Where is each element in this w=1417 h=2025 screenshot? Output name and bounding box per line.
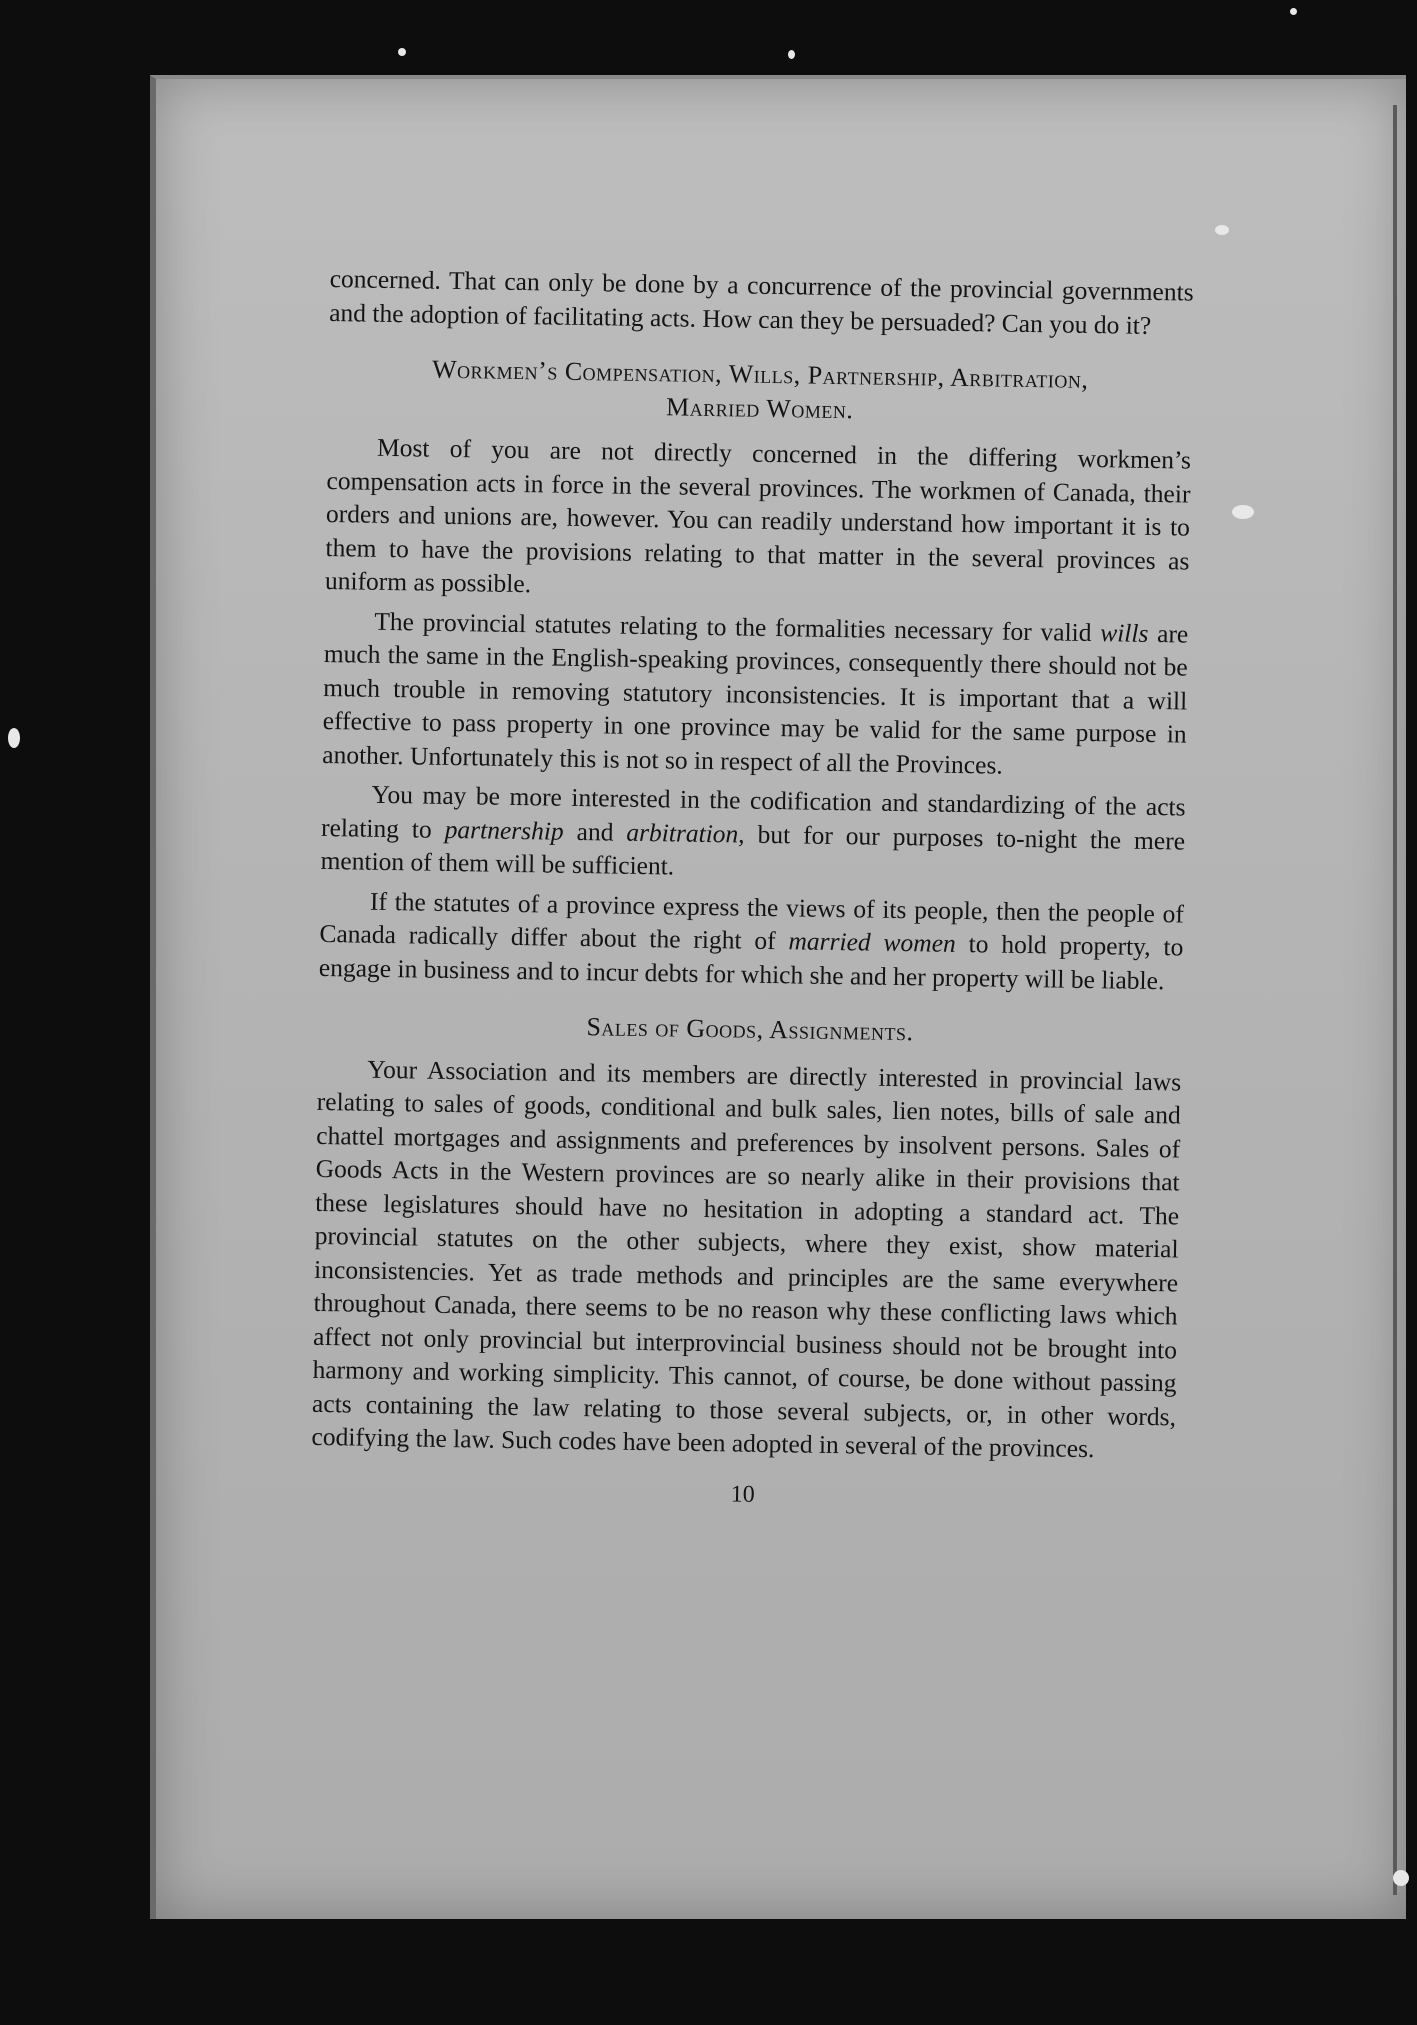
section-heading-workmen-line1: Workmen’s Compensation, Wills, Partnership, Arbitration, — [431, 354, 1089, 394]
dust-speck — [788, 50, 795, 59]
arbitration-italic: arbitration, — [626, 817, 745, 849]
dust-speck — [1232, 505, 1254, 519]
document-body — [310, 262, 1193, 1518]
partnership-text-after: but for our purposes to-night the mere mention of them will be sufficient. — [320, 819, 1186, 881]
dust-speck — [398, 48, 406, 56]
section-heading-sales: Sales of Goods, Assignments. — [586, 1012, 914, 1047]
paragraph-sales-of-goods: Your Association and its members are directly interested in provincial laws relating to sales of goods, conditional and bulk sales, lien notes, bills of sale and chattel mortgages and assignments and preferences by insolvent persons. Sales of Goods Acts in the Western provinces are so nearly alike in their provisions that these legislatures should have no hesitation in adopting a standard act. The provincial statutes on the other subjects, where they exist, show material inconsistencies. Yet as trade methods and principles are the same everywhere throughout Canada, there seems to be no reason why these conflicting laws which affect not only provincial but interprovincial business should not be brought into harmony and working simplicity. This cannot, of course, be done without passing acts containing the law relating to those several subjects, or, in other words, codifying the law. Such codes have been adopted in several of the provinces. — [311, 1054, 1182, 1464]
paragraph-wills — [322, 603, 1189, 784]
married-text-before: If the statutes of a province express the views of its people, then the people of Canada radically differ about the right of — [319, 886, 1185, 956]
partnership-text-middle: and — [563, 816, 627, 847]
wills-text-after: are much the same in the English-speaking provinces, consequently there should not be much trouble in removing statutory inconsistencies. It is important that a will effective to pass property in one province may be valid for the same purpose in another. Unfortunately this is not so in respect of all the Provinces. — [322, 618, 1189, 780]
dust-speck — [1393, 1870, 1409, 1886]
paragraph-workmens-compensation: Most of you are not directly concerned in the differing workmen’s compensation acts in force in the several provinces. The workmen of Canada, their orders and unions are, however. You can readily understand how important it is to them to have the provisions relating to that matter in the several provinces as uniform as possible. — [324, 432, 1192, 599]
paragraph-partnership-arbitration — [320, 777, 1185, 891]
dust-speck — [1290, 8, 1297, 15]
wills-text-before: The provincial statutes relating to the formalities necessary for valid — [374, 606, 1101, 647]
married-text-after: to hold property, to engage in business and to incur debts for which she and her property will be liable. — [318, 928, 1184, 995]
wills-italic: wills — [1100, 617, 1149, 648]
married-women-italic: married women — [788, 926, 957, 958]
section-heading-workmen — [328, 351, 1193, 432]
dust-speck — [8, 728, 20, 748]
partnership-text-before: You may be more interested in the codification and standardizing of the acts relating to — [320, 779, 1186, 844]
dust-speck — [1215, 225, 1229, 235]
page-edge-shadow — [1393, 105, 1397, 1895]
section-heading-workmen-line2: Married Women. — [665, 391, 854, 424]
partnership-italic: partnership — [444, 814, 564, 846]
paragraph-married-women — [319, 883, 1184, 997]
opening-paragraph: concerned. That can only be done by a concurrence of the provincial governments and the adoption of facilitating acts. How can they be persuaded? Can you do it? — [328, 263, 1194, 340]
page-number: 10 — [730, 1480, 755, 1508]
